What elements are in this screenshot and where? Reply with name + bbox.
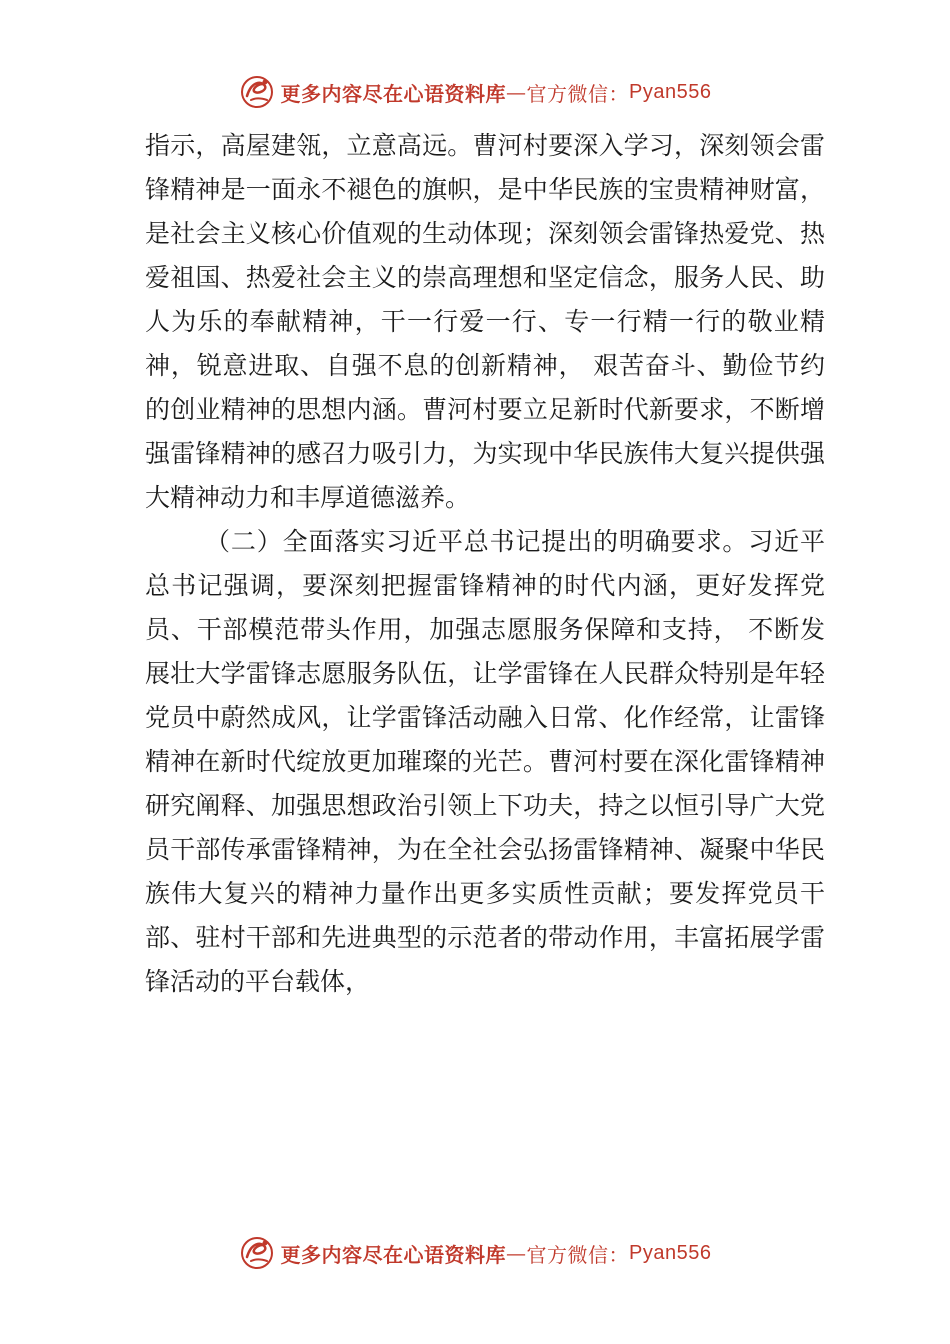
banner-separator: — bbox=[506, 1241, 527, 1265]
banner-id-text: Pyan556 bbox=[629, 1241, 712, 1264]
banner-id-text: Pyan556 bbox=[629, 80, 712, 103]
cursive-logo-icon bbox=[239, 1235, 275, 1271]
banner-sub-text: 官方微信： bbox=[526, 81, 630, 106]
body-paragraph: 指示，高屋建瓴，立意高远。曹河村要深入学习，深刻领会雷锋精神是一面永不褪色的旗帜，是中华民族的宝贵精神财富，是社会主义核心价值观的生动体现；深刻领会雷锋热爱党、热爱祖国、热爱社会主义的崇高理想和坚定信念，服务人民、助人为乐的奉献精神，干一行爱一行、专一行精一行的敬业精神，锐意进取、自强不息的创新精神， 艰苦奋斗、勤俭节约的创业精神的思想内涵。曹河村要立足新时代新要求，不断增强雷锋精神的感召力吸引力，为实现中华民族伟大复兴提供强大精神动力和丰厚道德滋养。 bbox=[145, 131, 825, 512]
cursive-logo-icon bbox=[239, 74, 275, 110]
banner-main-text: 更多内容尽在心语资料库 bbox=[280, 1242, 507, 1267]
banner-main-text: 更多内容尽在心语资料库 bbox=[280, 81, 507, 106]
document-body bbox=[145, 124, 825, 1004]
banner-separator: — bbox=[506, 80, 527, 104]
body-paragraph: （二）全面落实习近平总书记提出的明确要求。习近平总书记强调，要深刻把握雷锋精神的时代内涵，更好发挥党员、干部模范带头作用，加强志愿服务保障和支持， 不断发展壮大学雷锋志愿服务队伍，让学雷锋在人民群众特别是年轻党员中蔚然成风，让学雷锋活动融入日常、化作经常，让雷锋精神在新时代绽放更加璀璨的光芒。曹河村要在深化雷锋精神研究阐释、加强思想政治引领上下功夫，持之以恒引导广大党员干部传承雷锋精神，为在全社会弘扬雷锋精神、凝聚中华民族伟大复兴的精神力量作出更多实质性贡献；要发挥党员干部、驻村干部和先进典型的示范者的带动作用，丰富拓展学雷锋活动的平台载体， bbox=[145, 527, 825, 996]
header-banner bbox=[0, 74, 950, 110]
banner-sub-text: 官方微信： bbox=[526, 1242, 630, 1267]
footer-banner bbox=[0, 1235, 950, 1271]
